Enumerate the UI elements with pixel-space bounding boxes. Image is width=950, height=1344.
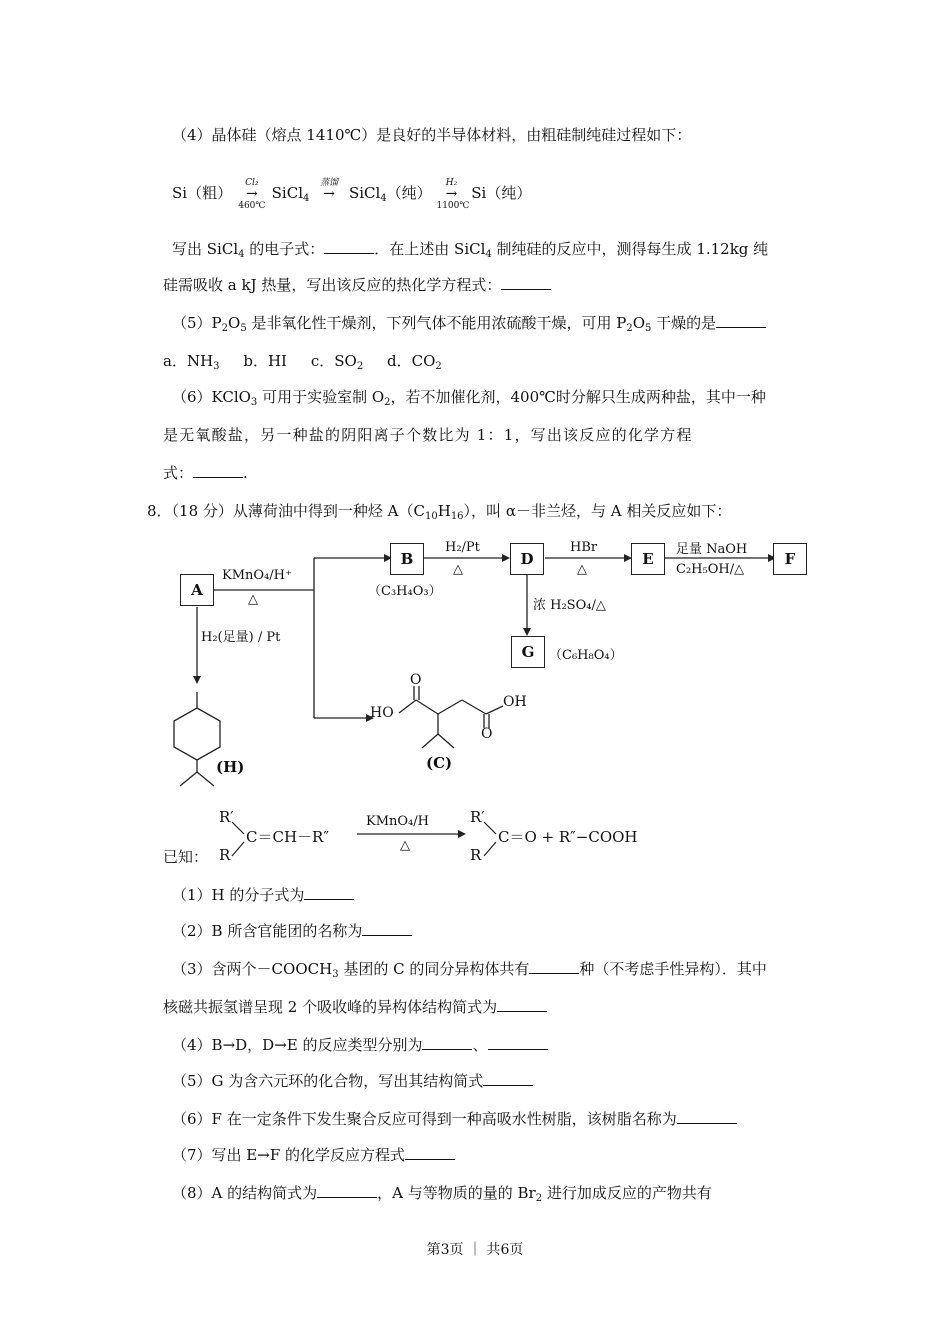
known-r2: R xyxy=(219,846,231,864)
si-pure: Si（纯） xyxy=(471,184,532,202)
arrow-cl2: Cl₂ → 460℃ xyxy=(238,178,266,211)
c-o-right: O xyxy=(481,726,493,742)
q6-line3: 式： . xyxy=(163,464,248,482)
answer-blank[interactable] xyxy=(422,1035,472,1050)
q4-line2: 硅需吸收 a kJ 热量，写出该反应的热化学方程式： xyxy=(163,274,551,296)
q8-sub3-line2: 核磁共振氢谱呈现 2 个吸收峰的异构体结构简式为 xyxy=(163,996,547,1018)
compound-f: F xyxy=(773,543,807,575)
reagent-ethanol: C₂H₅OH/△ xyxy=(676,562,745,577)
option-d: d．$CO_2$ xyxy=(387,352,442,372)
q8-sub6: （6）F 在一定条件下发生聚合反应可得到一种高吸水性树脂，该树脂名称为 xyxy=(172,1108,737,1130)
answer-blank[interactable] xyxy=(405,1145,455,1160)
known-r3: R′ xyxy=(470,808,485,826)
answer-blank[interactable] xyxy=(362,921,412,936)
sicl4-b: SiCl$_4$（纯） xyxy=(348,184,432,204)
q6-line1: （6）KClO$_3$ 可用于实验室制 $O_2$，若不加催化剂，400℃时分解只生成两种盐，其中一种 xyxy=(172,388,766,408)
known-alkene: C＝CH－R″ xyxy=(246,828,329,846)
q5-line: $(5)P_2O_5$ 是非氧化性干燥剂，下列气体不能用浓硫酸干燥，可用 $P_2O_5$ 干燥的是 xyxy=(172,312,766,340)
q8-intro: 8．（18 分）从薄荷油中得到一种烃 $A(C_{10}H_{16})$，叫 α－非兰烃，与 A 相关反应如下： xyxy=(147,502,732,522)
answer-blank[interactable] xyxy=(677,1109,737,1124)
known-reagent: KMnO₄/H xyxy=(366,814,429,829)
reagent-h2pt: H₂/Pt xyxy=(445,540,480,555)
b-formula: （C₃H₄O₃） xyxy=(368,584,442,599)
q8-sub7: （7）写出 E→F 的化学反应方程式 xyxy=(172,1144,455,1166)
compound-b: B xyxy=(390,543,424,575)
reagent-delta-1: △ xyxy=(248,592,258,607)
q8-sub3: （3）含两个$-COOCH_3$ 基团的 C 的同分异构体共有 种（不考虑手性异构）．其中 xyxy=(172,960,767,980)
arrow-distill: 蒸馏 → xyxy=(320,178,339,202)
option-c: c．$SO_2$ xyxy=(310,352,364,372)
label-c: (C) xyxy=(426,754,453,772)
c-o-left: O xyxy=(410,672,422,688)
known-product: C＝O + R″−COOH xyxy=(498,828,638,846)
answer-blank[interactable] xyxy=(488,1035,548,1050)
reagent-h2-excess: H₂(足量) / Pt xyxy=(201,630,281,645)
known-r4: R xyxy=(470,846,482,864)
q8-sub5: （5）G 为含六元环的化合物，写出其结构简式 xyxy=(172,1070,533,1092)
arrow-h2: H₂ → 1100℃ xyxy=(436,178,470,211)
compound-d: D xyxy=(510,543,544,575)
answer-blank[interactable] xyxy=(317,1183,377,1198)
answer-blank[interactable] xyxy=(529,959,579,974)
answer-blank[interactable] xyxy=(483,1071,533,1086)
si-crude: Si（粗） xyxy=(172,184,233,202)
answer-blank[interactable] xyxy=(304,885,354,900)
q8-sub8: （8）A 的结构简式为 ，A 与等物质的量的 $Br_2$ 进行加成反应的产物共有 xyxy=(172,1184,712,1204)
q6-line2: 是无氧酸盐，另一种盐的阴阳离子个数比为 1：1，写出该反应的化学方程 xyxy=(163,426,693,444)
option-b: b．HI xyxy=(243,352,287,370)
sicl4-a: SiCl$_4$ xyxy=(271,184,310,204)
reagent-delta-2: △ xyxy=(453,562,463,577)
compound-g: G xyxy=(511,636,545,668)
c-oh: OH xyxy=(503,694,527,710)
q4-line1: 写出 SiCl$_4$ 的电子式： ．在上述由 SiCl$_4$ 制纯硅的反应中，测得每生成 1.12kg 纯 xyxy=(172,240,769,260)
q4-intro: （4）晶体硅（熔点 1410℃）是良好的半导体材料，由粗硅制纯硅过程如下： xyxy=(172,126,692,144)
known-delta: △ xyxy=(400,838,410,853)
known-label: 已知： xyxy=(163,848,209,866)
reagent-hbr: HBr xyxy=(570,540,598,555)
g-formula: （C₆H₈O₄） xyxy=(549,648,623,663)
q8-sub1: （1）H 的分子式为 xyxy=(172,884,354,906)
q8-sub2: （2）B 所含官能团的名称为 xyxy=(172,920,412,942)
reagent-naoh: 足量 NaOH xyxy=(676,542,748,557)
q8-sub4: （4）B→D，D→E 的反应类型分别为 、 xyxy=(172,1034,548,1056)
label-h: (H) xyxy=(216,758,245,776)
reagent-h2so4: 浓 H₂SO₄/△ xyxy=(533,598,606,613)
compound-e: E xyxy=(631,543,665,575)
page-footer: 第3页 ｜ 共6页 xyxy=(426,1242,524,1258)
option-a: a．$NH_3$ xyxy=(163,352,220,372)
c-ho: HO xyxy=(370,705,394,721)
reagent-delta-3: △ xyxy=(577,562,587,577)
reagent-kmno4: KMnO₄/H⁺ xyxy=(222,568,292,583)
known-r1: R′ xyxy=(219,808,234,826)
compound-a: A xyxy=(180,574,214,606)
answer-blank[interactable] xyxy=(497,997,547,1012)
